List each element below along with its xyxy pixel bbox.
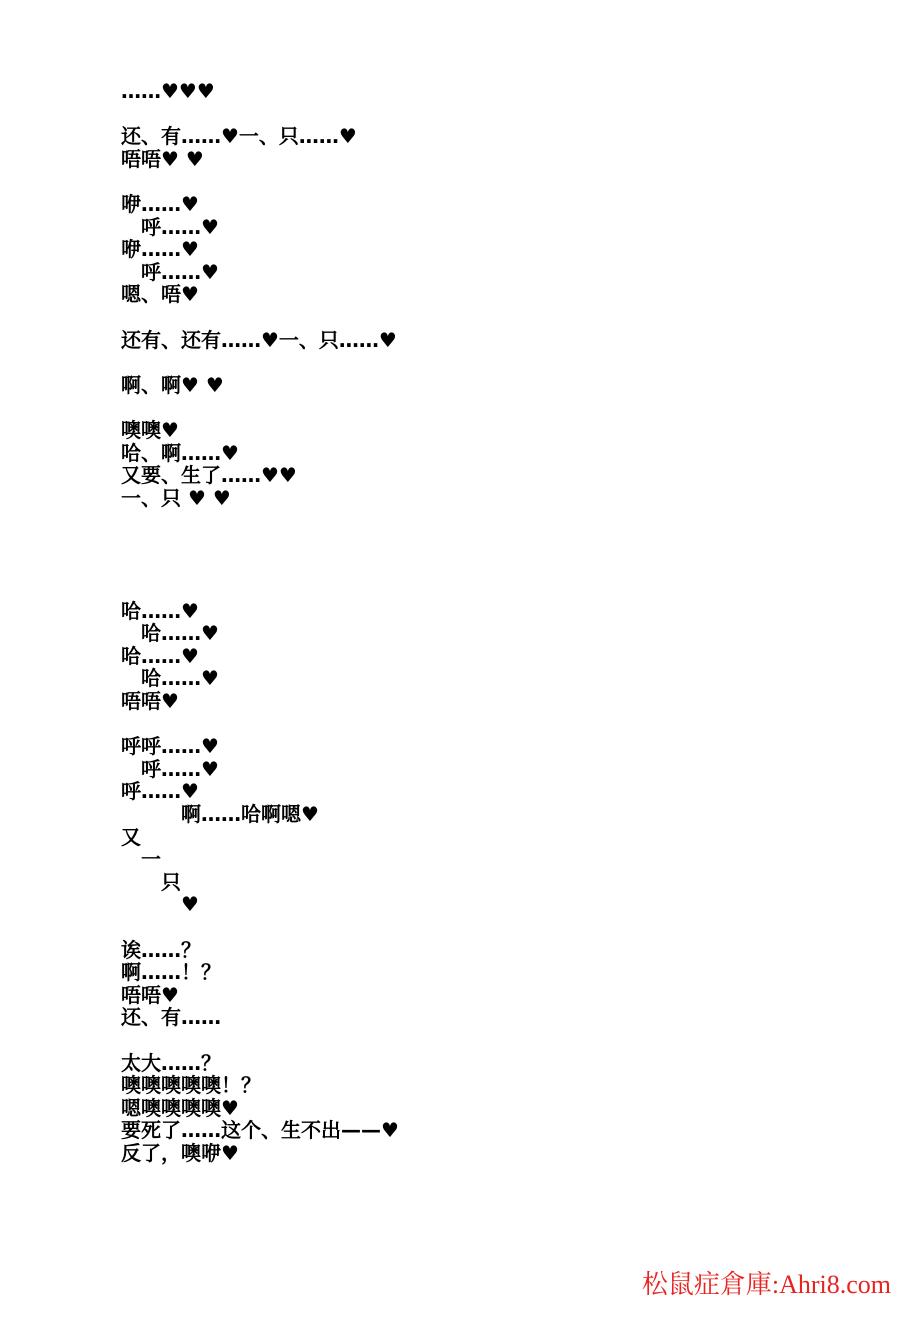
text-line: 唔唔♥ <box>121 689 179 714</box>
blank-line <box>121 306 399 329</box>
text-line: 嗯噢噢噢噢♥ <box>121 1095 239 1120</box>
text-line: 呼呼……♥ <box>121 734 219 759</box>
text-line: 又 <box>121 824 141 849</box>
text-line: 噢噢噢噢噢！？ <box>121 1073 261 1098</box>
text-line: 呼……♥ <box>121 259 219 284</box>
text-line: 还、有……♥一、只……♥ <box>121 124 357 149</box>
text-line: 噢噢♥ <box>121 417 179 442</box>
text-line: 啊……！？ <box>121 960 221 985</box>
blank-line <box>121 1029 399 1052</box>
text-line: 咿……♥ <box>121 237 199 262</box>
blank-line <box>121 351 399 374</box>
blank-line <box>121 554 399 577</box>
blank-line <box>121 577 399 600</box>
text-line: 呼……♥ <box>121 214 219 239</box>
watermark-text: 松鼠症倉庫:Ahri8.com <box>641 1270 891 1299</box>
text-line: 嗯、唔♥ <box>121 282 199 307</box>
script-text-block <box>121 80 399 1165</box>
blank-line <box>121 713 399 736</box>
text-line: 啊……哈啊嗯♥ <box>121 802 319 826</box>
blank-line <box>121 170 399 193</box>
text-line: 诶……？ <box>121 937 201 962</box>
text-line: 哈……♥ <box>121 598 199 623</box>
text-line: 还、有…… <box>121 1005 221 1030</box>
watermark <box>616 1234 891 1331</box>
text-line: 唔唔♥ ♥ <box>121 146 204 171</box>
text-line: 呼……♥ <box>121 779 199 804</box>
text-line: 咿……♥ <box>121 191 199 216</box>
text-line: 又要、生了……♥♥ <box>121 463 297 488</box>
text-line: 要死了……这个、生不出——♥ <box>121 1118 399 1143</box>
text-line: 哈……♥ <box>121 621 219 646</box>
text-line: 唔唔♥ <box>121 982 179 1007</box>
text-line: 只 <box>121 869 181 894</box>
text-line: 反了，噢咿♥ <box>121 1140 239 1165</box>
text-line: 太大……？ <box>121 1050 221 1075</box>
text-line: 一、只 ♥ ♥ <box>121 485 231 510</box>
text-line: 啊、啊♥ ♥ <box>121 372 224 397</box>
text-line: 哈……♥ <box>121 643 199 668</box>
blank-line <box>121 103 399 126</box>
text-line: ……♥♥♥ <box>121 79 215 103</box>
text-line: 一 <box>121 847 161 872</box>
blank-line <box>121 532 399 555</box>
blank-line <box>121 509 399 532</box>
text-line: 呼……♥ <box>121 756 219 781</box>
text-line: ♥ <box>121 892 199 917</box>
text-line: 哈、啊……♥ <box>121 440 239 465</box>
blank-line <box>121 916 399 939</box>
text-line: 还有、还有……♥一、只……♥ <box>121 327 397 352</box>
text-line: 哈……♥ <box>121 666 219 691</box>
blank-line <box>121 396 399 419</box>
